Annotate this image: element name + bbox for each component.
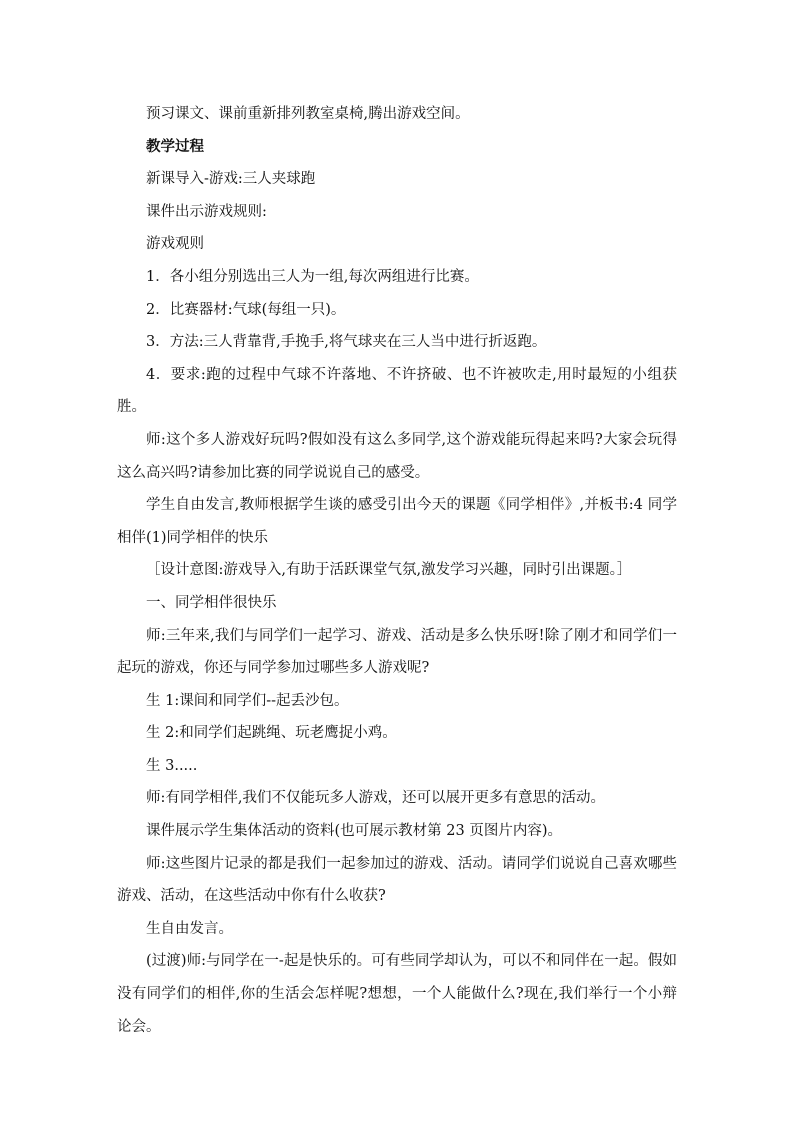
paragraph-transition: (过渡)师:与同学在一-起是快乐的。可有些同学却认为，可以不和同伴在一起。假如没有同学们的相伴,你的生活会怎样呢?想想，一个人能做什么?现在,我们举行一个小辩论会。 — [117, 953, 677, 1035]
paragraph-preparation: 预习课文、课前重新排列教室桌椅,腾出游戏空间。 — [146, 106, 470, 122]
rule-item-4: 4．要求:跑的过程中气球不许落地、不许挤破、也不许被吹走,用时最短的小组获胜。 — [117, 366, 677, 416]
document-body — [117, 98, 677, 1043]
paragraph-student-1: 生 1:课间和同学们--起丢沙包。 — [146, 692, 349, 709]
paragraph-teacher-question: 师:这个多人游戏好玩吗?假如没有这么多同学,这个游戏能玩得起来吗?大家会玩得这么高兴吗?请参加比赛的同学说说自己的感受。 — [117, 431, 677, 481]
paragraph-rules-title: 游戏观则 — [146, 236, 204, 253]
paragraph-teacher-pictures: 师:这些图片记录的都是我们一起参加过的游戏、活动。请同学们说说自己喜欢哪些游戏、活动，在这些活动中你有什么收获? — [117, 855, 677, 905]
paragraph-intro-game: 新课导入-游戏:三人夹球跑 — [146, 171, 316, 188]
rule-item-3: 3．方法:三人背靠背,手挽手,将气球夹在三人当中进行折返跑。 — [146, 334, 547, 351]
paragraph-teacher-three-years: 师:三年来,我们与同学们一起学习、游戏、活动是多么快乐呀!除了刚才和同学们一起玩的游戏，你还与同学参加过哪些多人游戏呢? — [117, 627, 677, 677]
paragraph-students-speak: 学生自由发言,教师根据学生谈的感受引出今天的课题《同学相伴》,并板书:4 同学相伴(1)同学相伴的快乐 — [117, 497, 677, 546]
paragraph-student-2: 生 2:和同学们起跳绳、玩老鹰捉小鸡。 — [146, 725, 397, 742]
paragraph-free-speech: 生自由发言。 — [146, 920, 233, 937]
paragraph-show-rules: 课件出示游戏规则: — [146, 203, 267, 220]
paragraph-design-intent: ［设计意图:游戏导入,有助于活跃课堂气氛,激发学习兴趣，同时引出课题。］ — [146, 562, 632, 579]
section-heading-teaching-process: 教学过程 — [146, 137, 204, 155]
paragraph-teacher-activities: 师:有同学相伴,我们不仅能玩多人游戏，还可以展开更多有意思的活动。 — [146, 790, 605, 807]
section-heading-companions-happy: 一、同学相伴很快乐 — [146, 594, 277, 611]
rule-item-2: 2．比赛器材:气球(每组一只)。 — [146, 301, 346, 318]
paragraph-courseware-show: 课件展示学生集体活动的资料(也可展示教材第 23 页图片内容)。 — [146, 823, 562, 840]
rule-item-1: 1．各小组分别选出三人为一组,每次两组进行比赛。 — [146, 268, 479, 285]
paragraph-student-3: 生 3..... — [146, 757, 198, 774]
